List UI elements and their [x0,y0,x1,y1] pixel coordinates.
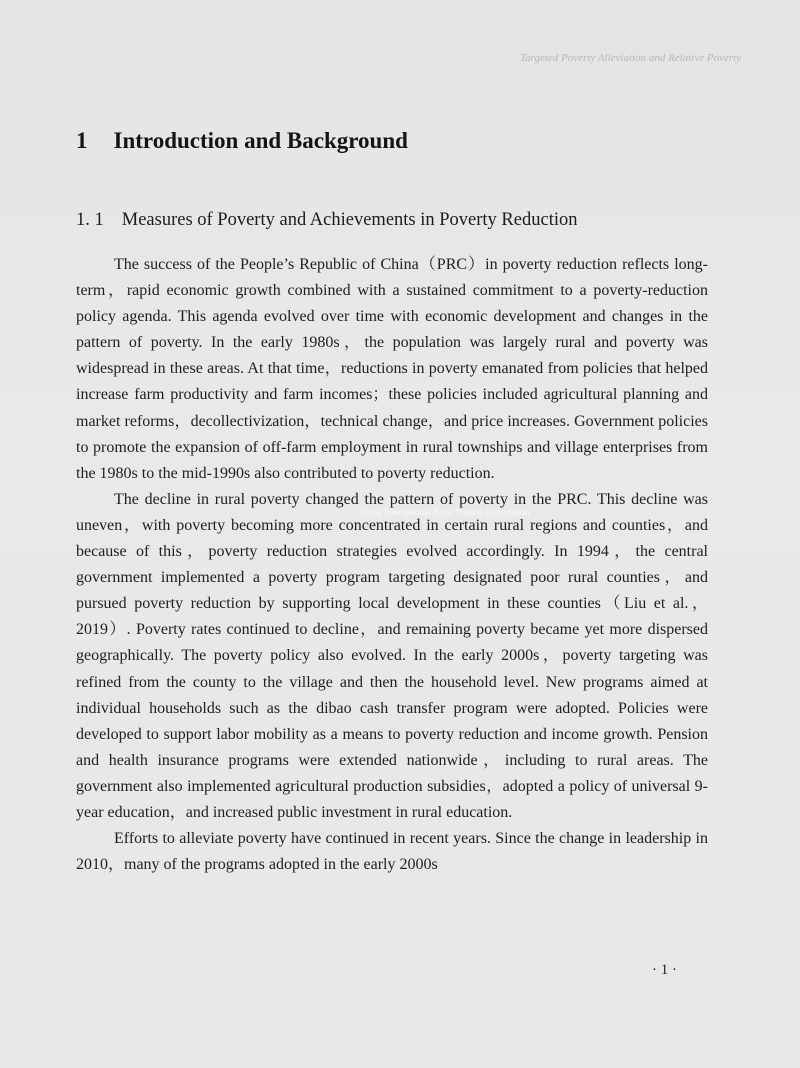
chapter-number: 1 [76,128,88,153]
running-head: Targeted Poverty Alleviation and Relative Poverty [520,52,742,64]
section-title [76,210,577,231]
paragraph: The decline in rural poverty changed the pattern of poverty in the PRC. This decline was uneven，with poverty becoming more concentrated in certain rural regions and counties，and because of this，poverty reduction strategies evolved accordingly. In 1994，the central government implemented a poverty program targeting designated poor rural counties，and pursued poverty reduction by supporting local development in these counties（Liu et al.，2019）. Poverty rates continued to decline，and remaining poverty became yet more dispersed geographically. The poverty policy also evolved. In the early 2000s，poverty targeting was refined from the county to the village and then the household level. New programs aimed at individual households such as the dibao cash transfer program were adopted. Policies were developed to support labor mobility as a means to poverty reduction and income growth. Pension and health insurance programs were extended nationwide，including to rural areas. The government also implemented agricultural production subsidies，adopted a policy of universal 9-year education，and increased public investment in rural education. [76,490,708,821]
page-number: · 1 · [652,962,677,978]
body-text [76,252,708,878]
chapter-title [76,128,408,154]
paragraph: The success of the People’s Republic of China（PRC）in poverty reduction reflects long-term，rapid economic growth combined with a sustained commitment to a poverty-reduction policy agenda. This agenda evolved over time with economic development and changes in the pattern of poverty. In the early 1980s，the population was largely rural and poverty was widespread in these areas. At that time，reductions in poverty emanated from policies that helped increase farm productivity and farm incomes；these policies included agricultural planning and market reforms，decollectivization，technical change，and price increases. Government policies to promote the expansion of off-farm employment in rural townships and village enterprises from the 1980s to the mid-1990s also contributed to poverty reduction. [76,256,708,482]
section-number: 1. 1 [76,210,104,230]
chapter-title-text: Introduction and Background [113,128,408,153]
section-title-text: Measures of Poverty and Achievements in Poverty Reduction [121,210,578,230]
paragraph: Efforts to alleviate poverty have continued in recent years. Since the change in leadership in 2010，many of the programs adopted in the early 2000s [76,830,708,874]
watermark: China International Book Trading Corporation [360,508,530,517]
